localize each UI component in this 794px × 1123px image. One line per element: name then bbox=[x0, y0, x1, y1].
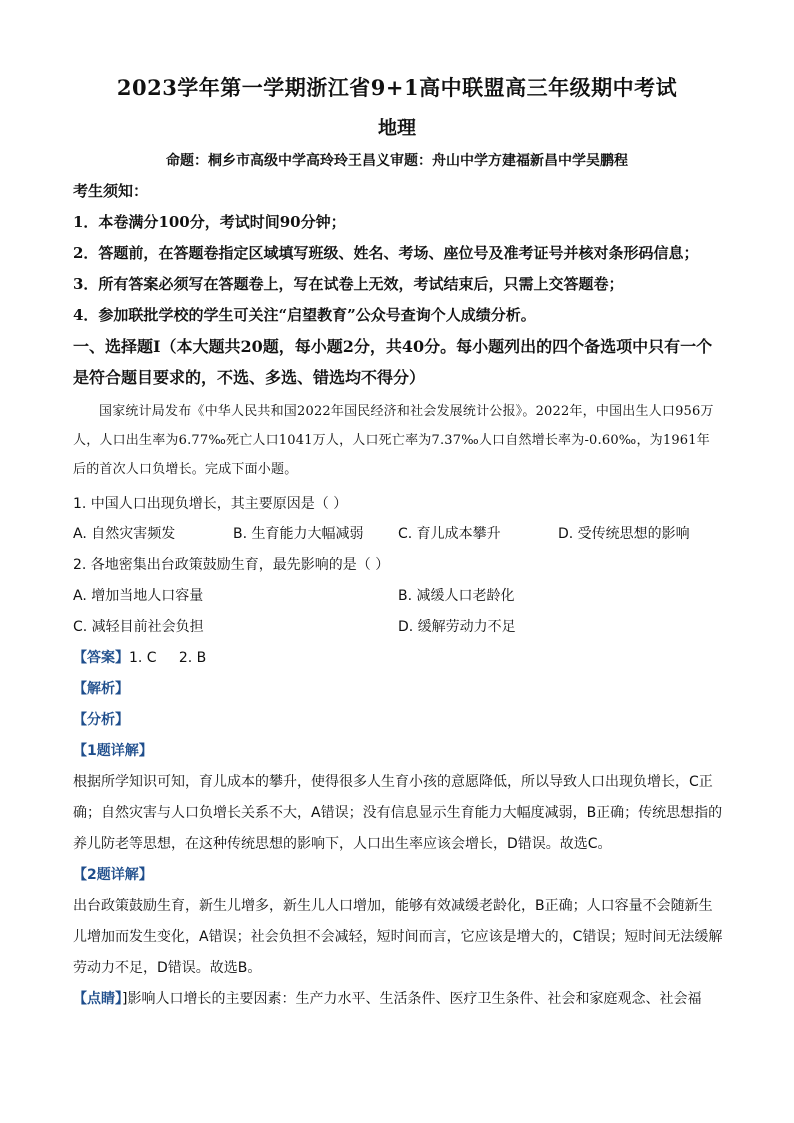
q2-option-a: A. 增加当地人口容量 bbox=[73, 588, 204, 604]
question-2-options-row1 bbox=[73, 581, 723, 612]
answer-block bbox=[73, 643, 723, 1015]
detail1-tag: 【1题详解】 bbox=[73, 743, 153, 759]
notice-heading: 考生须知： bbox=[73, 182, 149, 200]
detail1-text: 根据所学知识可知，育儿成本的攀升，使得很多人生育小孩的意愿降低，所以导致人口出现负增长，C正确；自然灾害与人口负增长关系不大，A错误；没有信息显示生育能力大幅度减弱，B正确；传统思想指的养儿防老等思想，在这种传统思想的影响下，人口出生率应该会增长，D错误。故选C。 bbox=[73, 774, 723, 852]
q1-option-a: A. 自然灾害频发 bbox=[73, 526, 176, 542]
dianjing-text: ]影响人口增长的主要因素：生产力水平、生活条件、医疗卫生条件、社会和家庭观念、社会福 bbox=[122, 991, 702, 1007]
detail2-heading-line bbox=[73, 860, 723, 891]
q2-option-c: C. 减轻目前社会负担 bbox=[73, 619, 204, 635]
question-2-stem-block bbox=[73, 550, 723, 581]
passage-block bbox=[73, 397, 723, 484]
question-2-options-row2 bbox=[73, 612, 723, 643]
dianjing-line bbox=[73, 984, 723, 1015]
detail2-text: 出台政策鼓励生育，新生儿增多，新生儿人口增加，能够有效减缓老龄化，B正确；人口容量不会随新生儿增加而发生变化，A错误；社会负担不会减轻，短时间而言，它应该是增大的，C错误；短时间无法缓解劳动力不足，D错误。故选B。 bbox=[73, 898, 723, 976]
question-1-stem: 1. 中国人口出现负增长，其主要原因是（ ） bbox=[73, 496, 348, 512]
question-1-options bbox=[73, 519, 723, 550]
fenxi-line bbox=[73, 705, 723, 736]
notice-item: 2．答题前，在答题卷指定区域填写班级、姓名、考场、座位号及准考证号并核对条形码信息； bbox=[73, 244, 699, 262]
section-heading-block bbox=[73, 331, 723, 393]
passage-text: 国家统计局发布《中华人民共和国2022年国民经济和社会发展统计公报》。2022年，中国出生人口956万人，人口出生率为6.77‰死亡人口1041万人，人口死亡率为7.37‰人口自然增长率为-0.60‰，为1961年后的首次人口负增长。完成下面小题。 bbox=[73, 404, 714, 477]
detail1-heading-line bbox=[73, 736, 723, 767]
q2-option-d: D. 缓解劳动力不足 bbox=[398, 619, 516, 635]
fenxi-tag: 【分析】 bbox=[73, 712, 129, 728]
analysis-line bbox=[73, 674, 723, 705]
dianjing-tag: 【点睛】 bbox=[73, 991, 122, 1007]
subject-title: 地理 bbox=[377, 117, 416, 139]
section-heading: 一、选择题Ⅰ（本大题共20题，每小题2分，共40分。每小题列出的四个备选项中只有一个是符合题目要求的，不选、多选、错选均不得分） bbox=[73, 337, 713, 387]
answer-line bbox=[73, 643, 723, 674]
answer-text: 1. C 2. B bbox=[129, 650, 207, 666]
q1-option-d: D. 受传统思想的影响 bbox=[558, 526, 690, 542]
q1-option-b: B. 生育能力大幅减弱 bbox=[233, 526, 364, 542]
notice-item: 3．所有答案必须写在答题卷上，写在试卷上无效，考试结束后，只需上交答题卷； bbox=[73, 275, 624, 293]
notice-item: 1．本卷满分100分，考试时间90分钟； bbox=[73, 213, 346, 231]
analysis-tag: 【解析】 bbox=[73, 681, 129, 697]
answer-tag: 【答案】 bbox=[73, 650, 129, 666]
detail2-tag: 【2题详解】 bbox=[73, 867, 153, 883]
notice-block bbox=[73, 176, 723, 331]
question-2-stem: 2. 各地密集出台政策鼓励生育，最先影响的是（ ） bbox=[73, 557, 390, 573]
question-1-stem-block bbox=[73, 489, 723, 520]
q2-option-b: B. 减缓人口老龄化 bbox=[398, 588, 515, 604]
authors-line: 命题：桐乡市高级中学高玲玲王昌义审题：舟山中学方建福新昌中学吴鹏程 bbox=[166, 153, 628, 169]
q1-option-c: C. 育儿成本攀升 bbox=[398, 526, 501, 542]
exam-title: 2023学年第一学期浙江省9+1高中联盟高三年级期中考试 bbox=[116, 75, 678, 100]
notice-item: 4．参加联批学校的学生可关注“启望教育”公众号查询个人成绩分析。 bbox=[73, 306, 536, 324]
